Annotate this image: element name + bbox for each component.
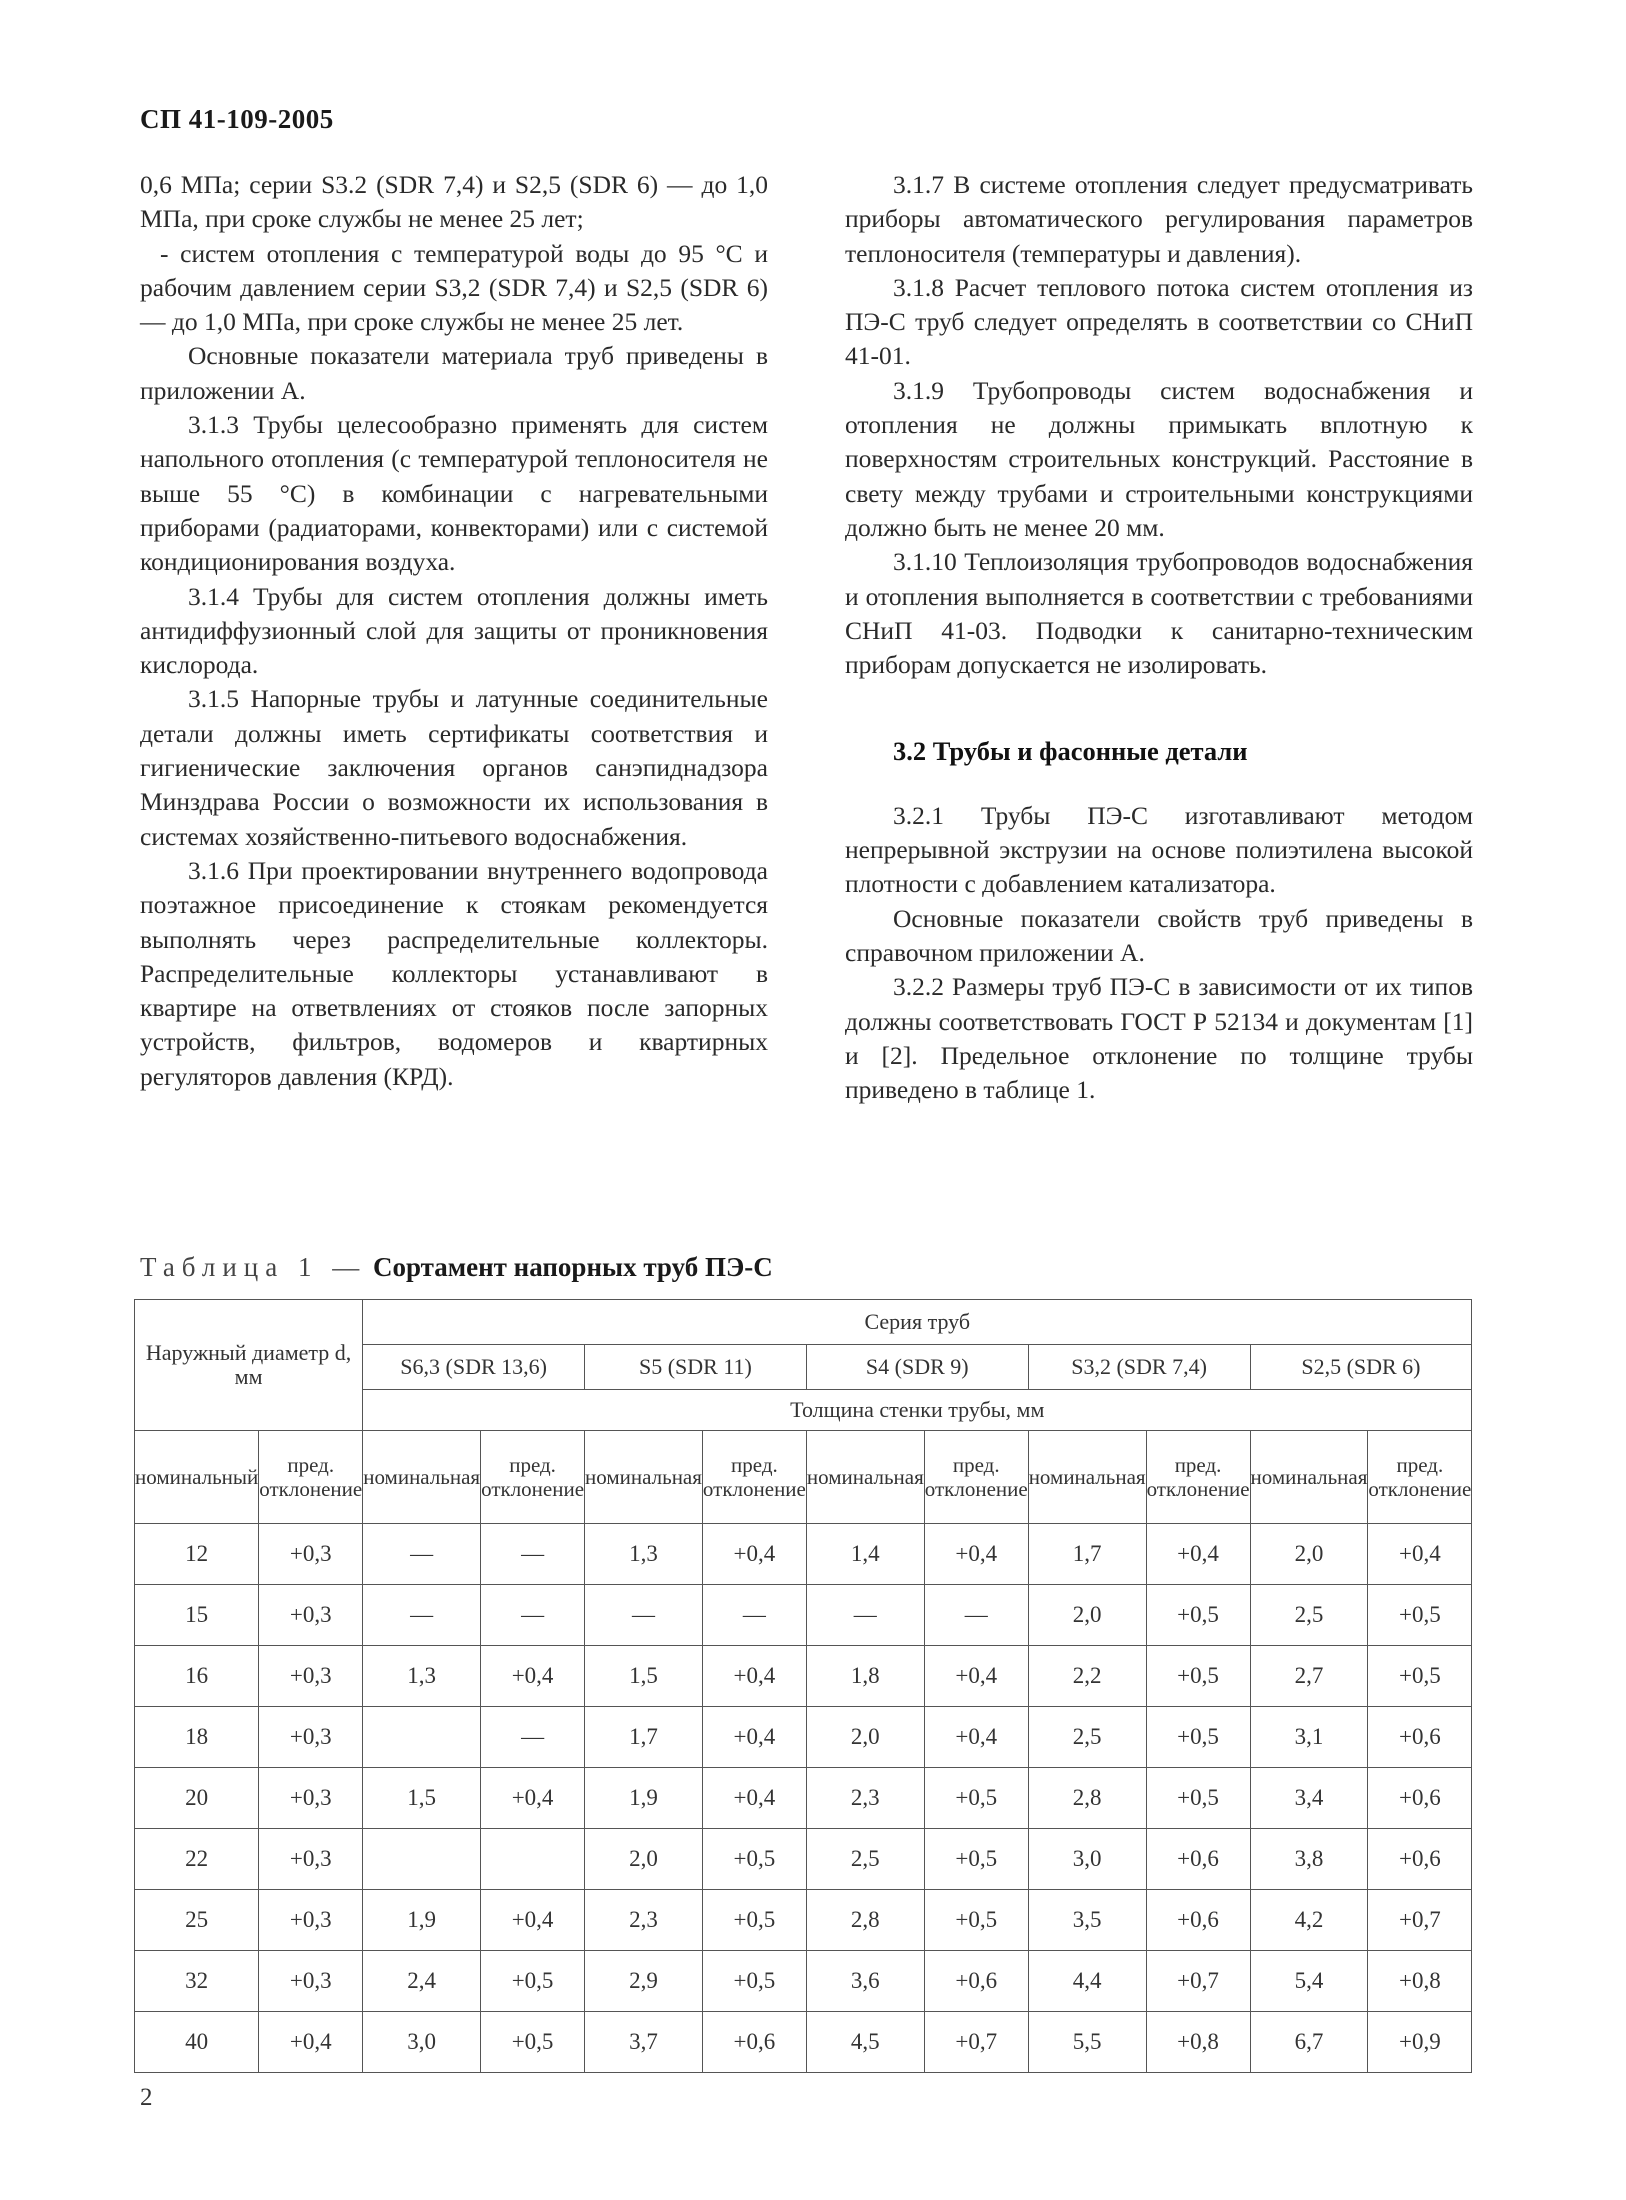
table-cell: +0,4	[702, 1707, 806, 1768]
table-cell: 20	[135, 1768, 259, 1829]
column-subheader: номинальная	[363, 1431, 481, 1524]
table-cell: 2,0	[585, 1829, 703, 1890]
table-row	[135, 1768, 1472, 1829]
table-cell: +0,8	[1146, 2012, 1250, 2073]
series-header: S5 (SDR 11)	[585, 1345, 807, 1390]
left-text-column	[140, 168, 768, 1094]
paragraph: 3.1.10 Теплоизоляция трубопроводов водоснабжения и отопления выполняется в соответствии с требованиями СНиП 41-03. Подводки к санитарно-техническим приборам допускается не изолировать.	[845, 547, 1473, 680]
section-heading: 3.2 Трубы и фасонные детали	[893, 736, 1248, 767]
table-cell: +0,7	[924, 2012, 1028, 2073]
table-cell: 5,5	[1028, 2012, 1146, 2073]
paragraph: 0,6 МПа; серии S3.2 (SDR 7,4) и S2,5 (SDR 6) — до 1,0 МПа, при сроке службы не менее 25 лет;	[140, 170, 768, 234]
table-cell: 1,9	[363, 1890, 481, 1951]
paragraph: 3.1.7 В системе отопления следует предусматривать приборы автоматического регулирования параметров теплоносителя (температуры и давления).	[845, 170, 1473, 268]
wall-thickness-header: Толщина стенки трубы, мм	[363, 1390, 1472, 1431]
table-cell: +0,4	[702, 1768, 806, 1829]
table-cell: +0,3	[259, 1524, 363, 1585]
table-cell	[481, 1829, 585, 1890]
table-cell: +0,5	[924, 1890, 1028, 1951]
table-cell: —	[363, 1585, 481, 1646]
table-cell: +0,4	[924, 1646, 1028, 1707]
table-cell: 2,2	[1028, 1646, 1146, 1707]
table-cell: 2,7	[1250, 1646, 1368, 1707]
table-cell: 2,3	[585, 1890, 703, 1951]
table-cell	[363, 1829, 481, 1890]
table-cell: 16	[135, 1646, 259, 1707]
table-cell: 25	[135, 1890, 259, 1951]
paragraph: - систем отопления с температурой воды до 95 °С и рабочим давлением серии S3,2 (SDR 7,4) и S2,5 (SDR 6) — до 1,0 МПа, при сроке службы не менее 25 лет.	[140, 238, 768, 337]
table-cell: 1,5	[363, 1768, 481, 1829]
table-cell: 1,7	[1028, 1524, 1146, 1585]
series-header: S2,5 (SDR 6)	[1250, 1345, 1472, 1390]
table-cell: 3,4	[1250, 1768, 1368, 1829]
outer-diameter-header: Наружный диаметр d, мм	[135, 1300, 363, 1431]
paragraph: Основные показатели свойств труб приведены в справочном приложении А.	[845, 903, 1473, 967]
table-caption	[140, 1252, 773, 1283]
table-cell: +0,4	[481, 1890, 585, 1951]
table-cell: +0,4	[702, 1524, 806, 1585]
table-cell: —	[702, 1585, 806, 1646]
table-cell: 1,4	[806, 1524, 924, 1585]
table-cell: 3,5	[1028, 1890, 1146, 1951]
table-cell: +0,5	[1368, 1585, 1472, 1646]
table-cell: 1,5	[585, 1646, 703, 1707]
column-subheader: номинальная	[1250, 1431, 1368, 1524]
pipe-assortment-table	[134, 1299, 1472, 2073]
table-cell: 15	[135, 1585, 259, 1646]
table-cell: 2,8	[806, 1890, 924, 1951]
table-cell: 6,7	[1250, 2012, 1368, 2073]
table-cell: —	[806, 1585, 924, 1646]
table-cell: +0,4	[924, 1707, 1028, 1768]
paragraph: 3.1.9 Трубопроводы систем водоснабжения и отопления не должны примыкать вплотную к поверхностям строительных конструкций. Расстояние в свету между трубами и строительными конструкциями должно быть не менее 20 мм.	[845, 375, 1473, 542]
table-cell: 2,4	[363, 1951, 481, 2012]
table-cell: 22	[135, 1829, 259, 1890]
paragraph: 3.1.3 Трубы целесообразно применять для систем напольного отопления (с температурой теплоносителя не выше 55 °С) в комбинации с нагревательными приборами (радиаторами, конвекторами) или с системой кондиционирования воздуха.	[140, 410, 768, 577]
table-cell: 2,5	[1028, 1707, 1146, 1768]
table-cell: 18	[135, 1707, 259, 1768]
column-subheader: номинальная	[1028, 1431, 1146, 1524]
table-cell: 2,5	[806, 1829, 924, 1890]
table-cell: +0,5	[702, 1829, 806, 1890]
table-cell: +0,6	[924, 1951, 1028, 2012]
table-cell: +0,5	[924, 1768, 1028, 1829]
table-cell: —	[585, 1585, 703, 1646]
paragraph: 3.1.5 Напорные трубы и латунные соединительные детали должны иметь сертификаты соответствия и гигиенические заключения органов санэпиднадзора Минздрава России о возможности их использования в системах хозяйственно-питьевого водоснабжения.	[140, 684, 768, 851]
table-cell: +0,6	[1146, 1829, 1250, 1890]
paragraph: Основные показатели материала труб приведены в приложении А.	[140, 341, 768, 405]
table-cell: —	[924, 1585, 1028, 1646]
table-row	[135, 1585, 1472, 1646]
table-cell: 2,5	[1250, 1585, 1368, 1646]
table-cell: 3,6	[806, 1951, 924, 2012]
column-subheader: пред. отклонение	[1368, 1431, 1472, 1524]
table-cell: +0,3	[259, 1768, 363, 1829]
table-cell: +0,3	[259, 1707, 363, 1768]
column-subheader: пред. отклонение	[1146, 1431, 1250, 1524]
series-header: S3,2 (SDR 7,4)	[1028, 1345, 1250, 1390]
table-cell: +0,5	[481, 1951, 585, 2012]
column-subheader: номинальная	[806, 1431, 924, 1524]
series-header: S4 (SDR 9)	[806, 1345, 1028, 1390]
table-cell: +0,5	[1368, 1646, 1472, 1707]
table-cell: 2,8	[1028, 1768, 1146, 1829]
table-cell: +0,6	[1368, 1707, 1472, 1768]
table-cell: +0,3	[259, 1646, 363, 1707]
table-cell: +0,9	[1368, 2012, 1472, 2073]
table-cell: 12	[135, 1524, 259, 1585]
table-cell: +0,4	[702, 1646, 806, 1707]
table-cell: +0,5	[1146, 1646, 1250, 1707]
table-cell: +0,3	[259, 1585, 363, 1646]
table-cell: —	[481, 1524, 585, 1585]
right-text-column	[845, 168, 1473, 1107]
table-cell: 4,2	[1250, 1890, 1368, 1951]
table-cell: +0,6	[1146, 1890, 1250, 1951]
table-cell: —	[481, 1707, 585, 1768]
table-cell: +0,4	[1146, 1524, 1250, 1585]
column-subheader: номинальный	[135, 1431, 259, 1524]
table-cell: 3,8	[1250, 1829, 1368, 1890]
table-cell: +0,8	[1368, 1951, 1472, 2012]
table-cell: +0,6	[1368, 1768, 1472, 1829]
table-cell: 32	[135, 1951, 259, 2012]
table-row	[135, 1524, 1472, 1585]
table-cell: 2,0	[1250, 1524, 1368, 1585]
table-row	[135, 1829, 1472, 1890]
table-cell: +0,5	[702, 1890, 806, 1951]
table-cell: 2,3	[806, 1768, 924, 1829]
table-cell: 1,3	[585, 1524, 703, 1585]
table-caption-prefix: Таблица 1 —	[140, 1252, 367, 1282]
paragraph: 3.1.4 Трубы для систем отопления должны иметь антидиффузионный слой для защиты от проникновения кислорода.	[140, 581, 768, 680]
table-cell	[363, 1707, 481, 1768]
table-cell: +0,5	[1146, 1585, 1250, 1646]
table-cell: 1,8	[806, 1646, 924, 1707]
table-row	[135, 2012, 1472, 2073]
table-cell: —	[481, 1585, 585, 1646]
table-cell: 3,7	[585, 2012, 703, 2073]
table-cell: +0,5	[702, 1951, 806, 2012]
table-cell: 4,4	[1028, 1951, 1146, 2012]
column-subheader: номинальная	[585, 1431, 703, 1524]
table-cell: 3,0	[1028, 1829, 1146, 1890]
table-cell: 1,9	[585, 1768, 703, 1829]
table-cell: +0,4	[481, 1646, 585, 1707]
table-cell: 2,0	[1028, 1585, 1146, 1646]
table-cell: +0,3	[259, 1829, 363, 1890]
table-cell: +0,4	[481, 1768, 585, 1829]
table-cell: +0,6	[702, 2012, 806, 2073]
column-subheader: пред. отклонение	[259, 1431, 363, 1524]
table-cell: +0,4	[1368, 1524, 1472, 1585]
table-cell: +0,7	[1146, 1951, 1250, 2012]
table-cell: 1,7	[585, 1707, 703, 1768]
table-cell: 3,0	[363, 2012, 481, 2073]
table-cell: +0,5	[481, 2012, 585, 2073]
table-cell: +0,6	[1368, 1829, 1472, 1890]
table-cell: +0,3	[259, 1890, 363, 1951]
table-cell: 4,5	[806, 2012, 924, 2073]
table-row	[135, 1646, 1472, 1707]
table-cell: +0,7	[1368, 1890, 1472, 1951]
table-row	[135, 1707, 1472, 1768]
table-row	[135, 1951, 1472, 2012]
document-code-header: СП 41-109-2005	[140, 104, 334, 134]
table-cell: +0,4	[259, 2012, 363, 2073]
table-cell: 1,3	[363, 1646, 481, 1707]
pipe-series-header: Серия труб	[363, 1300, 1472, 1345]
table-caption-title: Сортамент напорных труб ПЭ-С	[372, 1252, 773, 1282]
table-cell: +0,5	[924, 1829, 1028, 1890]
table-cell: 5,4	[1250, 1951, 1368, 2012]
paragraph: 3.2.1 Трубы ПЭ-С изготавливают методом непрерывной экструзии на основе полиэтилена высокой плотности с добавлением катализатора.	[845, 800, 1473, 899]
page-number: 2	[140, 2084, 153, 2111]
paragraph: 3.1.6 При проектировании внутреннего водопровода поэтажное присоединение к стоякам рекомендуется выполнять через распределительные коллекторы. Распределительные коллекторы устанавливают в квартире на ответвлениях от стояков после запорных устройств, фильтров, водомеров и квартирных регуляторов давления (КРД).	[140, 855, 768, 1091]
paragraph: 3.1.8 Расчет теплового потока систем отопления из ПЭ-С труб следует определять в соответствии со СНиП 41-01.	[845, 272, 1473, 371]
table-cell: +0,5	[1146, 1768, 1250, 1829]
table-cell: +0,5	[1146, 1707, 1250, 1768]
table-cell: —	[363, 1524, 481, 1585]
paragraph: 3.2.2 Размеры труб ПЭ-С в зависимости от их типов должны соответствовать ГОСТ Р 52134 и документам [1] и [2]. Предельное отклонение по толщине трубы приведено в таблице 1.	[845, 972, 1473, 1105]
table-row	[135, 1890, 1472, 1951]
table-cell: 40	[135, 2012, 259, 2073]
column-subheader: пред. отклонение	[924, 1431, 1028, 1524]
table-cell: +0,3	[259, 1951, 363, 2012]
column-subheader: пред. отклонение	[702, 1431, 806, 1524]
table-cell: 2,0	[806, 1707, 924, 1768]
series-header: S6,3 (SDR 13,6)	[363, 1345, 585, 1390]
table-cell: +0,4	[924, 1524, 1028, 1585]
table-cell: 3,1	[1250, 1707, 1368, 1768]
column-subheader: пред. отклонение	[481, 1431, 585, 1524]
table-cell: 2,9	[585, 1951, 703, 2012]
